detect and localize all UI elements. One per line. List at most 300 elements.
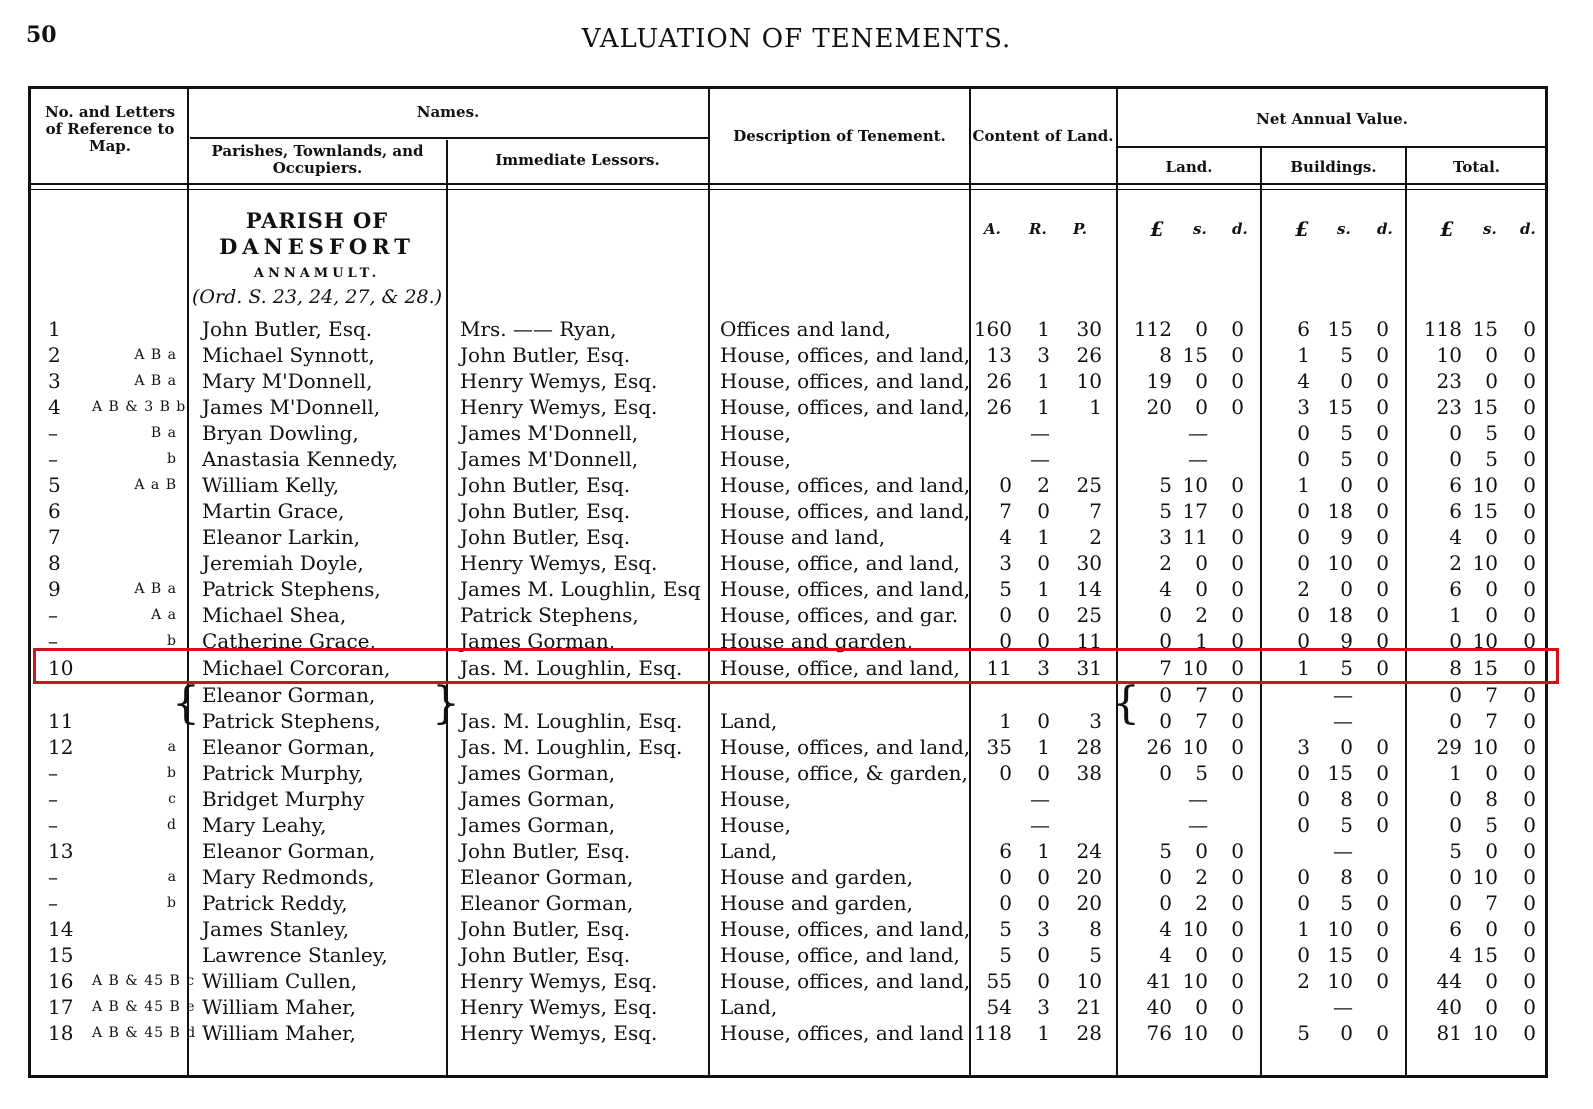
cell-ts: 10 [1472, 735, 1498, 759]
cell-ts: 0 [1485, 603, 1498, 627]
cell-a: 0 [999, 603, 1012, 627]
cell-tl: 23 [1436, 395, 1462, 419]
cell-occupier: Martin Grace, [202, 499, 345, 523]
cell-ld: 0 [1231, 943, 1244, 967]
cell-r: 0 [1037, 709, 1050, 733]
table-row [0, 1020, 1593, 1046]
header-buildings: Buildings. [1290, 158, 1377, 176]
cell-desc: House, [720, 813, 791, 837]
cell-ld: 0 [1231, 683, 1244, 707]
cell-ll: 2 [1159, 551, 1172, 575]
cell-tl: 0 [1449, 709, 1462, 733]
cell-bs: 0 [1340, 735, 1353, 759]
cell-ld: 0 [1231, 551, 1244, 575]
header-total: Total. [1452, 158, 1500, 176]
header-content: Content of Land. [972, 127, 1114, 145]
cell-ts: 0 [1485, 969, 1498, 993]
cell-ld: 0 [1231, 499, 1244, 523]
header-description: Description of Tenement. [733, 127, 946, 145]
cell-p: 25 [1076, 603, 1102, 627]
cell-bl: 0 [1297, 891, 1310, 915]
cell-bl: 5 [1297, 1021, 1310, 1045]
cell-ld: 0 [1231, 917, 1244, 941]
cell-ls: 15 [1182, 343, 1208, 367]
unit-d: d. [1377, 220, 1393, 238]
cell-bd: 0 [1376, 421, 1389, 445]
cell-ll: 5 [1159, 499, 1172, 523]
cell-ts: 0 [1485, 577, 1498, 601]
cell-ll: 20 [1146, 395, 1172, 419]
cell-ls: 10 [1182, 656, 1208, 680]
cell-bd: 0 [1376, 761, 1389, 785]
table-row [0, 316, 1593, 342]
cell-occupier: James Stanley, [202, 917, 350, 941]
cell-num: 15 [48, 943, 74, 967]
cell-td: 0 [1523, 683, 1536, 707]
cell-ll: 0 [1159, 603, 1172, 627]
cell-td: 0 [1523, 995, 1536, 1019]
cell-bl: 1 [1297, 656, 1310, 680]
cell-letters: b [167, 633, 177, 649]
cell-bd: 0 [1376, 917, 1389, 941]
cell-p: 20 [1076, 891, 1102, 915]
cell-a: 0 [999, 865, 1012, 889]
cell-occupier: Bryan Dowling, [202, 421, 359, 445]
cell-bd: 0 [1376, 1021, 1389, 1045]
cell-bs: 15 [1327, 395, 1353, 419]
cell-tl: 81 [1436, 1021, 1462, 1045]
cell-ts: 7 [1485, 683, 1498, 707]
cell-td: 0 [1523, 943, 1536, 967]
cell-bl: 1 [1297, 473, 1310, 497]
cell-ls: 7 [1195, 683, 1208, 707]
cell-r: 0 [1037, 969, 1050, 993]
cell-td: 0 [1523, 499, 1536, 523]
cell-num: 18 [48, 1021, 74, 1045]
cell-num: 7 [48, 525, 61, 549]
cell-lessor: Jas. M. Loughlin, Esq. [460, 709, 683, 733]
cell-ts: 0 [1485, 761, 1498, 785]
cell-tl: 4 [1449, 943, 1462, 967]
cell-ll: 0 [1159, 891, 1172, 915]
cell-desc: House, office, and land, [720, 656, 960, 680]
cell-ls: 0 [1195, 577, 1208, 601]
cell-occupier: William Maher, [202, 995, 356, 1019]
cell-bd: 0 [1376, 343, 1389, 367]
cell-desc: House and garden, [720, 865, 913, 889]
cell-bs: 18 [1327, 603, 1353, 627]
cell-ld: 0 [1231, 525, 1244, 549]
cell-ts: 15 [1472, 395, 1498, 419]
cell-letters: b [167, 765, 177, 781]
cell-ts: 15 [1472, 499, 1498, 523]
cell-tl: 6 [1449, 917, 1462, 941]
cell-bl: 3 [1297, 395, 1310, 419]
cell-r: — [1030, 421, 1050, 445]
cell-lessor: John Butler, Esq. [460, 917, 631, 941]
cell-ll: 4 [1159, 917, 1172, 941]
cell-bd: 0 [1376, 787, 1389, 811]
cell-occupier: Eleanor Larkin, [202, 525, 361, 549]
unit-p: P. [1073, 220, 1088, 238]
cell-num: 1 [48, 317, 61, 341]
table-row [0, 812, 1593, 838]
cell-bd: 0 [1376, 499, 1389, 523]
cell-lessor: James Gorman, [460, 629, 616, 653]
cell-ll: 19 [1146, 369, 1172, 393]
cell-ls: 0 [1195, 395, 1208, 419]
cell-tl: 0 [1449, 629, 1462, 653]
cell-ls: 1 [1195, 629, 1208, 653]
cell-bl: 1 [1297, 917, 1310, 941]
cell-occupier: Catherine Grace, [202, 629, 376, 653]
cell-p: 30 [1076, 551, 1102, 575]
highlight-box [33, 648, 1559, 684]
cell-num: 11 [48, 709, 74, 733]
cell-desc: House, office, and land, [720, 551, 960, 575]
cell-r: 3 [1037, 995, 1050, 1019]
cell-ls: 5 [1195, 761, 1208, 785]
cell-a: 1 [999, 709, 1012, 733]
cell-ls: 0 [1195, 369, 1208, 393]
cell-a: 5 [999, 917, 1012, 941]
cell-ts: 10 [1472, 629, 1498, 653]
cell-r: 3 [1037, 343, 1050, 367]
cell-ll: 0 [1159, 761, 1172, 785]
unit-s: s. [1193, 220, 1207, 238]
unit-d: d. [1232, 220, 1248, 238]
cell-bd: 0 [1376, 943, 1389, 967]
cell-td: 0 [1523, 603, 1536, 627]
cell-ll: 0 [1159, 865, 1172, 889]
parish-heading: PARISH OF [245, 208, 389, 233]
cell-bl: 6 [1297, 317, 1310, 341]
cell-a: 0 [999, 761, 1012, 785]
cell-lessor: Jas. M. Loughlin, Esq. [460, 656, 683, 680]
cell-bl: 0 [1297, 943, 1310, 967]
cell-lessor: James M'Donnell, [460, 421, 639, 445]
cell-ld: 0 [1231, 317, 1244, 341]
cell-num: 3 [48, 369, 61, 393]
cell-td: 0 [1523, 839, 1536, 863]
cell-bs: 10 [1327, 917, 1353, 941]
cell-lessor: Henry Wemys, Esq. [460, 551, 658, 575]
cell-ld: 0 [1231, 761, 1244, 785]
cell-desc: Land, [720, 839, 778, 863]
cell-ls: 10 [1182, 917, 1208, 941]
cell-occupier: Mary M'Donnell, [202, 369, 373, 393]
cell-a: 5 [999, 577, 1012, 601]
cell-ls: — [1188, 813, 1208, 837]
cell-ts: 0 [1485, 995, 1498, 1019]
cell-td: 0 [1523, 917, 1536, 941]
cell-ll: 4 [1159, 577, 1172, 601]
cell-occupier: John Butler, Esq. [202, 317, 373, 341]
parish-name: DANESFORT [219, 234, 415, 259]
ordnance-sheet: (Ord. S. 23, 24, 27, & 28.) [192, 286, 443, 308]
cell-tl: 8 [1449, 656, 1462, 680]
cell-a: 35 [986, 735, 1012, 759]
cell-r: 1 [1037, 317, 1050, 341]
cell-bs: 5 [1340, 813, 1353, 837]
cell-desc: House, offices, and land, [720, 369, 971, 393]
cell-tl: 6 [1449, 577, 1462, 601]
cell-lessor: John Butler, Esq. [460, 839, 631, 863]
cell-p: 3 [1089, 709, 1102, 733]
cell-letters: a [167, 739, 177, 755]
cell-a: 26 [986, 395, 1012, 419]
unit-r: R. [1029, 220, 1047, 238]
cell-letters: a [167, 869, 177, 885]
table-row [0, 498, 1593, 524]
cell-bs: 0 [1340, 577, 1353, 601]
cell-ll: 5 [1159, 473, 1172, 497]
cell-occupier: James M'Donnell, [202, 395, 381, 419]
cell-desc: House, offices, and land, [720, 577, 971, 601]
cell-ld: 0 [1231, 995, 1244, 1019]
cell-tl: 29 [1436, 735, 1462, 759]
cell-r: 2 [1037, 473, 1050, 497]
cell-r: 0 [1037, 629, 1050, 653]
cell-bl: 0 [1297, 865, 1310, 889]
cell-a: 55 [986, 969, 1012, 993]
cell-num: – [48, 865, 58, 889]
cell-letters: b [167, 895, 177, 911]
cell-desc: House, [720, 447, 791, 471]
cell-bs: 0 [1340, 1021, 1353, 1045]
cell-letters: A B & 45 B c [92, 973, 196, 989]
cell-ld: 0 [1231, 656, 1244, 680]
table-row [0, 472, 1593, 498]
cell-r: 1 [1037, 395, 1050, 419]
cell-letters: A B & 45 B e [92, 999, 196, 1015]
unit-pound: £ [1440, 217, 1454, 241]
cell-p: 11 [1076, 629, 1102, 653]
cell-td: 0 [1523, 656, 1536, 680]
cell-bd: 0 [1376, 395, 1389, 419]
cell-p: 2 [1089, 525, 1102, 549]
cell-bs: 18 [1327, 499, 1353, 523]
cell-tl: 1 [1449, 761, 1462, 785]
cell-ts: 8 [1485, 787, 1498, 811]
cell-desc: House, offices, and land, [720, 343, 971, 367]
cell-td: 0 [1523, 709, 1536, 733]
unit-d: d. [1520, 220, 1536, 238]
cell-ts: 10 [1472, 473, 1498, 497]
cell-occupier: William Maher, [202, 1021, 356, 1045]
unit-pound: £ [1295, 217, 1309, 241]
cell-bl: 0 [1297, 551, 1310, 575]
cell-ts: 0 [1485, 839, 1498, 863]
header-net: Net Annual Value. [1256, 110, 1408, 128]
cell-td: 0 [1523, 577, 1536, 601]
cell-ld: 0 [1231, 629, 1244, 653]
cell-bs: 5 [1340, 656, 1353, 680]
cell-ld: 0 [1231, 577, 1244, 601]
cell-num: 13 [48, 839, 74, 863]
cell-bd: 0 [1376, 551, 1389, 575]
cell-bd: 0 [1376, 603, 1389, 627]
cell-r: 1 [1037, 525, 1050, 549]
cell-td: 0 [1523, 473, 1536, 497]
cell-bl: 0 [1297, 813, 1310, 837]
cell-ts: 10 [1472, 865, 1498, 889]
cell-p: 1 [1089, 395, 1102, 419]
cell-desc: House, offices, and gar. [720, 603, 959, 627]
cell-bl: 2 [1297, 577, 1310, 601]
cell-desc: House, offices, and land, [720, 917, 971, 941]
cell-tl: 0 [1449, 787, 1462, 811]
cell-bd: 0 [1376, 447, 1389, 471]
cell-r: 0 [1037, 943, 1050, 967]
cell-lessor: James M. Loughlin, Esq [460, 577, 701, 601]
cell-ld: 0 [1231, 865, 1244, 889]
cell-occupier: Bridget Murphy [202, 787, 365, 811]
cell-desc: House, offices, and land, [720, 499, 971, 523]
cell-num: – [48, 421, 58, 445]
cell-ll: 40 [1146, 995, 1172, 1019]
cell-ts: 5 [1485, 447, 1498, 471]
header-lessors: Immediate Lessors. [495, 151, 660, 169]
cell-occupier: Eleanor Gorman, [202, 683, 376, 707]
cell-letters: A a B [134, 477, 177, 493]
cell-occupier: Eleanor Gorman, [202, 735, 376, 759]
cell-ls: 7 [1195, 709, 1208, 733]
cell-tl: 6 [1449, 499, 1462, 523]
cell-bs: 5 [1340, 447, 1353, 471]
cell-ld: 0 [1231, 395, 1244, 419]
cell-td: 0 [1523, 551, 1536, 575]
cell-ld: 0 [1231, 369, 1244, 393]
cell-ls: — [1188, 787, 1208, 811]
table-row [0, 524, 1593, 550]
cell-ts: 15 [1472, 656, 1498, 680]
cell-occupier: Lawrence Stanley, [202, 943, 388, 967]
table-row [0, 420, 1593, 446]
cell-num: 5 [48, 473, 61, 497]
cell-td: 0 [1523, 1021, 1536, 1045]
cell-ll: 26 [1146, 735, 1172, 759]
cell-letters: d [167, 817, 177, 833]
cell-bs: 15 [1327, 943, 1353, 967]
cell-a: 6 [999, 839, 1012, 863]
cell-bs: 0 [1340, 473, 1353, 497]
cell-td: 0 [1523, 369, 1536, 393]
table-row [0, 342, 1593, 368]
header-rule [1118, 146, 1546, 148]
cell-lessor: Henry Wemys, Esq. [460, 969, 658, 993]
cell-a: 0 [999, 629, 1012, 653]
cell-tl: 23 [1436, 369, 1462, 393]
cell-p: 8 [1089, 917, 1102, 941]
cell-ll: 7 [1159, 656, 1172, 680]
table-row [0, 760, 1593, 786]
cell-ld: 0 [1231, 603, 1244, 627]
cell-r: — [1030, 447, 1050, 471]
cell-desc: Offices and land, [720, 317, 891, 341]
cell-r: 3 [1037, 917, 1050, 941]
cell-bs: 10 [1327, 551, 1353, 575]
group-brace: { [172, 678, 200, 729]
cell-ts: 7 [1485, 891, 1498, 915]
cell-a: 5 [999, 943, 1012, 967]
cell-desc: House, offices, and land, [720, 395, 971, 419]
cell-ls: 11 [1182, 525, 1208, 549]
cell-r: 0 [1037, 551, 1050, 575]
cell-tl: 44 [1436, 969, 1462, 993]
cell-a: 0 [999, 891, 1012, 915]
cell-desc: House, offices, and land, [720, 735, 971, 759]
cell-lessor: John Butler, Esq. [460, 473, 631, 497]
cell-desc: House, office, & garden, [720, 761, 968, 785]
cell-lessor: James Gorman, [460, 813, 616, 837]
header-rule [190, 137, 708, 139]
cell-num: – [48, 761, 58, 785]
cell-ld: 0 [1231, 1021, 1244, 1045]
header-names: Names. [416, 103, 480, 121]
cell-ts: 0 [1485, 369, 1498, 393]
cell-a: 13 [986, 343, 1012, 367]
cell-a: 7 [999, 499, 1012, 523]
cell-bs: — [1333, 839, 1353, 863]
cell-letters: A B a [134, 347, 177, 363]
cell-tl: 0 [1449, 813, 1462, 837]
cell-bs: 0 [1340, 369, 1353, 393]
cell-ll: 112 [1133, 317, 1172, 341]
cell-num: – [48, 891, 58, 915]
cell-r: 1 [1037, 735, 1050, 759]
townland-name: ANNAMULT. [253, 266, 381, 281]
cell-a: 3 [999, 551, 1012, 575]
cell-bl: 2 [1297, 969, 1310, 993]
cell-bl: 0 [1297, 525, 1310, 549]
cell-ld: 0 [1231, 709, 1244, 733]
cell-ls: 0 [1195, 317, 1208, 341]
table-row [0, 576, 1593, 602]
cell-num: 2 [48, 343, 61, 367]
table-row [0, 446, 1593, 472]
cell-td: 0 [1523, 891, 1536, 915]
cell-bs: 5 [1340, 891, 1353, 915]
cell-occupier: Michael Synnott, [202, 343, 375, 367]
cell-desc: House, offices, and land [720, 1021, 964, 1045]
cell-bs: 15 [1327, 317, 1353, 341]
cell-num: 6 [48, 499, 61, 523]
cell-td: 0 [1523, 447, 1536, 471]
cell-tl: 0 [1449, 891, 1462, 915]
page-title: VALUATION OF TENEMENTS. [581, 24, 1012, 54]
cell-tl: 0 [1449, 421, 1462, 445]
cell-lessor: Henry Wemys, Esq. [460, 369, 658, 393]
cell-bd: 0 [1376, 865, 1389, 889]
cell-desc: House, [720, 421, 791, 445]
cell-occupier: Patrick Stephens, [202, 577, 381, 601]
cell-ll: 0 [1159, 709, 1172, 733]
cell-occupier: Patrick Reddy, [202, 891, 348, 915]
cell-ll: 8 [1159, 343, 1172, 367]
cell-lessor: Jas. M. Loughlin, Esq. [460, 735, 683, 759]
cell-desc: House and garden, [720, 891, 913, 915]
cell-bl: 1 [1297, 343, 1310, 367]
cell-r: — [1030, 813, 1050, 837]
cell-desc: House and land, [720, 525, 886, 549]
unit-s: s. [1483, 220, 1497, 238]
cell-lessor: Henry Wemys, Esq. [460, 995, 658, 1019]
cell-p: 5 [1089, 943, 1102, 967]
cell-bd: 0 [1376, 473, 1389, 497]
page-number: 50 [26, 22, 57, 48]
table-row [0, 968, 1593, 994]
